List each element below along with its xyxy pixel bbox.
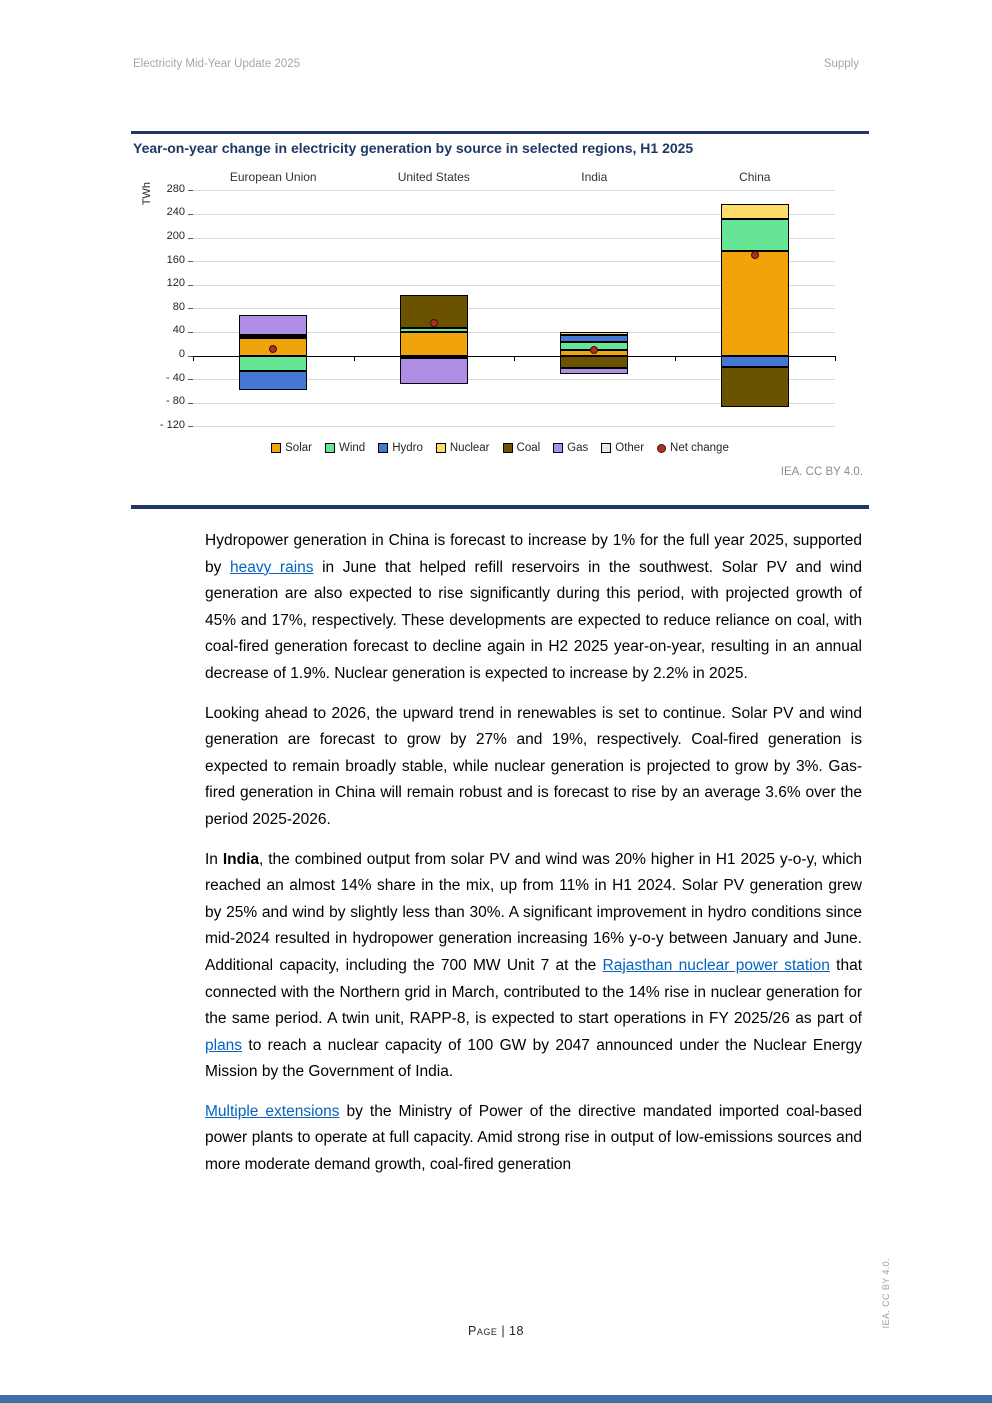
bar-segment-coal bbox=[560, 356, 628, 368]
y-tick-mark bbox=[188, 190, 193, 191]
chart-attribution: IEA. CC BY 4.0. bbox=[780, 466, 863, 478]
legend-label: Wind bbox=[338, 442, 366, 454]
page-number: Page | 18 bbox=[468, 1324, 524, 1338]
y-tick-mark bbox=[188, 214, 193, 215]
net-change-marker bbox=[751, 251, 759, 259]
legend-label: Solar bbox=[285, 442, 312, 454]
y-tick-mark bbox=[188, 332, 193, 333]
chart-legend bbox=[131, 442, 869, 454]
text-link[interactable]: plans bbox=[205, 1036, 243, 1054]
header-left-text: Electricity Mid-Year Update 2025 bbox=[133, 58, 301, 70]
gridline bbox=[193, 190, 835, 191]
paragraph bbox=[205, 701, 862, 834]
legend-swatch-icon bbox=[601, 443, 611, 453]
body-text bbox=[205, 528, 862, 1192]
bold-text: India bbox=[222, 850, 260, 868]
bar-segment-wind bbox=[721, 219, 789, 251]
paragraph bbox=[205, 847, 862, 1086]
text-run: Hydropower generation in China is forecast to increase by 1% for the full year 2025, supported by bbox=[205, 532, 862, 576]
legend-swatch-icon bbox=[271, 443, 281, 453]
legend-label: Hydro bbox=[392, 442, 423, 454]
bar-segment-coal bbox=[239, 335, 307, 337]
legend-swatch-icon bbox=[325, 443, 335, 453]
y-tick-label: 160 bbox=[166, 253, 185, 266]
text-run: In bbox=[205, 850, 223, 868]
y-axis-unit-label: TWh bbox=[141, 182, 153, 206]
legend-item bbox=[553, 442, 588, 454]
text-run: by the Ministry of Power of the directive mandated imported coal-based power plants to operate at full capacity. Amid strong rise in output of low-emissions sources and more moderate demand growth, coal-fired generation bbox=[205, 1102, 862, 1174]
paragraph bbox=[205, 1099, 862, 1179]
y-tick-mark bbox=[188, 379, 193, 380]
y-tick-mark bbox=[188, 426, 193, 427]
x-tick-mark bbox=[675, 356, 676, 361]
text-link[interactable]: Multiple extensions bbox=[205, 1102, 340, 1120]
y-tick-mark bbox=[188, 285, 193, 286]
legend-swatch-icon bbox=[503, 443, 513, 453]
legend-swatch-icon bbox=[436, 443, 446, 453]
y-tick-label: 80 bbox=[172, 300, 185, 313]
bar-segment-solar bbox=[400, 332, 468, 356]
legend-swatch-icon bbox=[378, 443, 388, 453]
y-tick-mark bbox=[188, 261, 193, 262]
y-tick-label: - 120 bbox=[159, 418, 185, 431]
legend-label: Net change bbox=[670, 442, 729, 454]
y-tick-mark bbox=[188, 403, 193, 404]
legend-item bbox=[657, 442, 729, 454]
x-tick-mark bbox=[514, 356, 515, 361]
legend-item bbox=[436, 442, 490, 454]
y-tick-mark bbox=[188, 308, 193, 309]
y-tick-label: 240 bbox=[166, 206, 185, 219]
bar-segment-gas bbox=[400, 358, 468, 383]
y-tick-label: - 80 bbox=[166, 395, 185, 408]
x-tick-mark bbox=[193, 356, 194, 361]
legend-label: Gas bbox=[567, 442, 589, 454]
bar-segment-solar bbox=[721, 251, 789, 356]
legend-marker-dot-icon bbox=[657, 444, 666, 453]
legend-label: Other bbox=[615, 442, 645, 454]
bar-segment-hydro bbox=[721, 356, 789, 367]
legend-swatch-icon bbox=[553, 443, 563, 453]
page-header bbox=[133, 58, 859, 70]
x-tick-mark bbox=[354, 356, 355, 361]
paragraph bbox=[205, 528, 862, 688]
net-change-marker bbox=[430, 319, 438, 327]
chart-title: Year-on-year change in electricity generation by source in selected regions, H1 2025 bbox=[133, 140, 694, 156]
bar-segment-hydro bbox=[560, 335, 628, 342]
text-run: that connected with the Northern grid in March, contributed to the 14% rise in nuclear generation for the same period. A twin unit, RAPP-8, is expected to start operations in FY 2025/26 as part of bbox=[205, 956, 862, 1028]
region-label: China bbox=[739, 170, 771, 184]
text-run: , the combined output from solar PV and wind was 20% higher in H1 2025 y-o-y, which reached an almost 14% share in the mix, up from 11% in H1 2024. Solar PV generation grew by 25% and wind by slightly less than 30%. A significant improvement in hydro conditions since mid-2024 resulted in hydropower generation increasing 16% y-o-y between January and June. Additional capacity, including the 700 MW Unit 7 at the bbox=[205, 850, 862, 974]
region-label: European Union bbox=[229, 170, 317, 184]
text-run: in June that helped refill reservoirs in the southwest. Solar PV and wind generation are also expected to rise significantly during this period, with projected growth of 45% and 17%, respectively. These developments are expected to reduce reliance on coal, with coal-fired generation forecast to decline again in H2 2025 year-on-year, resulting in an annual decrease of 1.9%. Nuclear generation is expected to increase by 2.2% in 2025. bbox=[205, 558, 862, 682]
legend-label: Coal bbox=[516, 442, 541, 454]
header-right-text: Supply bbox=[823, 58, 859, 70]
text-run: Looking ahead to 2026, the upward trend in renewables is set to continue. Solar PV and wind generation are forecast to grow by 27% and 19%, respectively. Coal-fired generation is expected to remain broadly stable, while nuclear generation is projected to grow by 3%. Gas-fired generation in China will remain robust and is forecast to rise by an average 3.6% over the period 2025-2026. bbox=[205, 704, 862, 828]
legend-item bbox=[601, 442, 644, 454]
bar-segment-nuclear bbox=[721, 204, 789, 219]
bar-segment-nuclear bbox=[560, 332, 628, 335]
y-tick-mark bbox=[188, 238, 193, 239]
footer-color-bar bbox=[0, 1395, 992, 1403]
side-attribution: IEA. CC BY 4.0. bbox=[881, 1258, 891, 1329]
y-tick-label: 280 bbox=[166, 182, 185, 195]
y-tick-label: 0 bbox=[178, 348, 185, 360]
text-link[interactable]: Rajasthan nuclear power station bbox=[602, 956, 830, 974]
bar-segment-hydro bbox=[239, 371, 307, 390]
y-tick-label: 40 bbox=[172, 324, 185, 337]
gridline bbox=[193, 426, 835, 427]
divider-bottom bbox=[131, 505, 869, 509]
region-label: India bbox=[581, 170, 608, 184]
legend-item bbox=[271, 442, 312, 454]
bar-segment-gas bbox=[560, 368, 628, 374]
bar-segment-wind bbox=[400, 328, 468, 333]
region-label: United States bbox=[397, 170, 470, 184]
legend-item bbox=[503, 442, 541, 454]
y-tick-label: 200 bbox=[166, 230, 185, 242]
bar-segment-wind bbox=[239, 356, 307, 371]
bar-segment-coal bbox=[721, 367, 789, 407]
legend-item bbox=[378, 442, 423, 454]
bar-segment-nuclear bbox=[239, 337, 307, 339]
text-run: to reach a nuclear capacity of 100 GW by 2047 announced under the Nuclear Energy Mission by the Government of India. bbox=[205, 1036, 862, 1081]
legend-label: Nuclear bbox=[449, 442, 490, 454]
divider-top bbox=[131, 131, 869, 134]
legend-item bbox=[325, 442, 365, 454]
chart-figure bbox=[131, 136, 869, 502]
y-tick-label: 120 bbox=[166, 277, 185, 290]
bar-segment-gas bbox=[239, 315, 307, 335]
text-link[interactable]: heavy rains bbox=[229, 558, 314, 576]
y-tick-label: - 40 bbox=[166, 371, 185, 384]
x-tick-mark bbox=[835, 356, 836, 361]
